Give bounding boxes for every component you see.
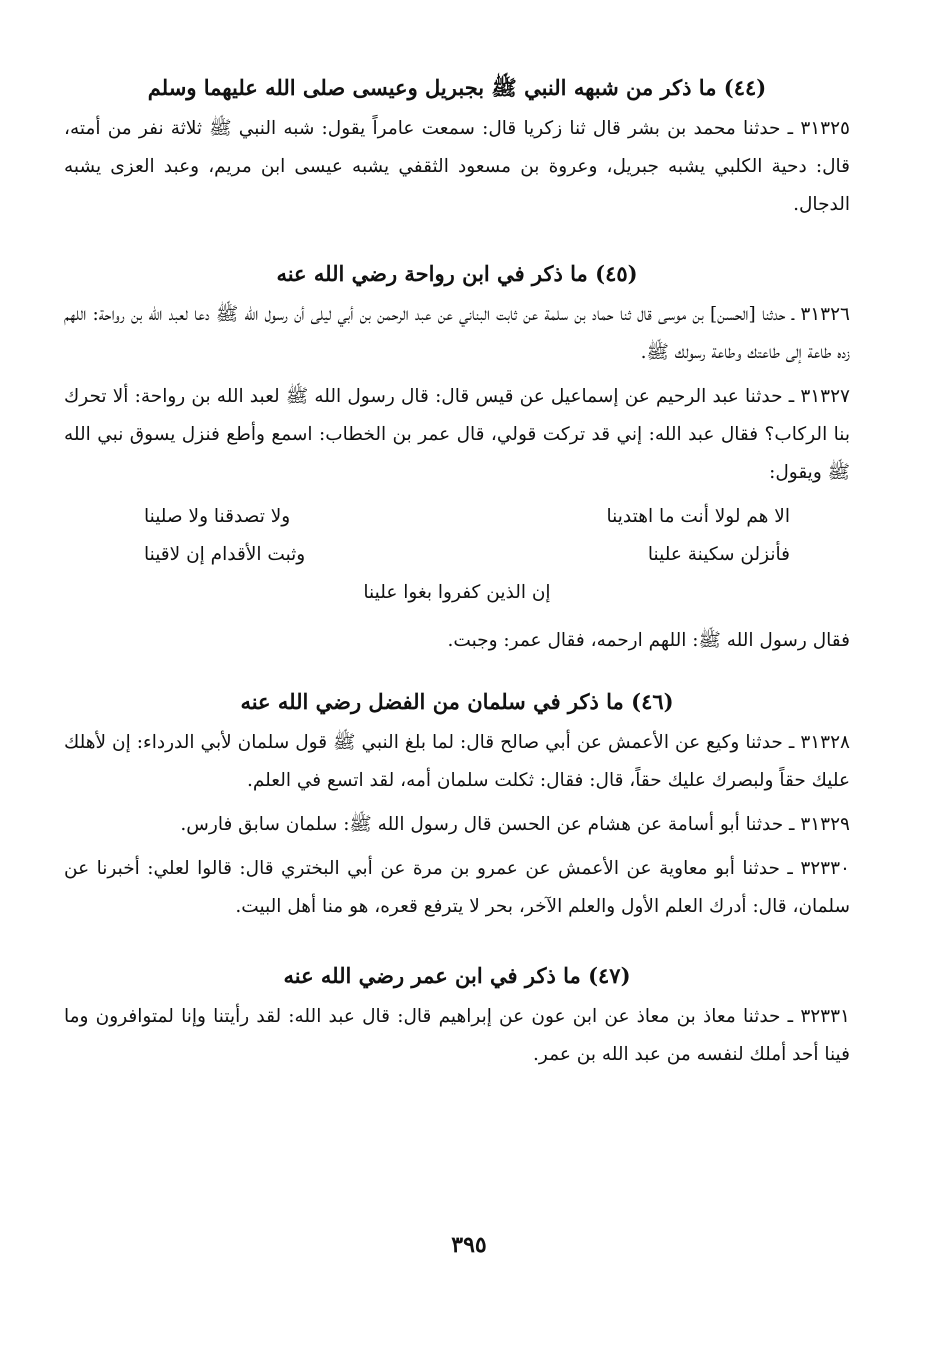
section-47 [64,958,850,1074]
verse-first-half: الا هم لولا أنت ما اهتدينا [606,506,790,527]
poem-verse [64,536,850,574]
hadith-paragraph: فقال رسول الله ﷺ: اللهم ارحمه، فقال عمر: وجبت. [447,630,850,651]
section-heading: (٤٦) ما ذكر في سلمان من الفضل رضي الله عنه [240,689,674,714]
section-heading: (٤٤) ما ذكر من شبهه النبي ﷺ بجبريل وعيسى صلى الله عليهما وسلم [147,75,767,100]
hadith-paragraph: ٣١٣٢٨ ـ حدثنا وكيع عن الأعمش عن أبي صالح قال: لما بلغ النبي ﷺ قول سلمان لأبي الدرداء: إن لأهلك عليك حقاً ولبصرك عليك حقاً، قال: فقال: ثكلت سلمان أمه، لقد اتسع في العلم. [64,732,850,791]
verse-first-half: فأنزلن سكينة علينا [647,544,790,565]
section-45 [64,256,850,660]
section-44 [64,70,850,224]
poem-verse-single: إن الذين كفروا بغوا علينا [363,582,551,603]
hadith-paragraph: ٣١٣٢٦ ـ حدثنا [الحسن] بن موسى قال ثنا حماد بن سلمة عن ثابت البناني عن عبد الرحمن بن أبي ليلى أن رسول الله ﷺ دعا لعبد الله بن رواحة: اللهم زده طاعة إلى طاعتك وطاعة رسولك ﷺ. [64,304,850,363]
page-number: ٣٩٥ [451,1232,487,1258]
verse-second-half: ولا تصدقنا ولا صلينا [144,506,291,527]
hadith-paragraph: ٣٢٣٣٠ ـ حدثنا أبو معاوية عن الأعمش عن عمرو بن مرة عن أبي البختري قال: قالوا لعلي: أخبرنا عن سلمان، قال: أدرك العلم الأول والعلم الآخر، بحر لا يترفع قعره، هو منا أهل البيت. [64,858,850,917]
section-heading: (٤٧) ما ذكر في ابن عمر رضي الله عنه [283,963,631,988]
poem-verse [64,498,850,536]
hadith-paragraph: ٣١٣٢٩ ـ حدثنا أبو أسامة عن هشام عن الحسن قال رسول الله ﷺ: سلمان سابق فارس. [180,814,850,835]
section-46 [64,684,850,926]
hadith-paragraph: ٣١٣٢٧ ـ حدثنا عبد الرحيم عن إسماعيل عن قيس قال: قال رسول الله ﷺ لعبد الله بن رواحة: ألا تحرك بنا الركاب؟ فقال عبد الله: إني قد تركت قولي، قال عمر بن الخطاب: اسمع وأطع فنزل يسوق نبي الله ﷺ ويقول: [64,386,850,483]
section-heading: (٤٥) ما ذكر في ابن رواحة رضي الله عنه [276,261,638,286]
hadith-paragraph: ٣١٣٢٥ ـ حدثنا محمد بن بشر قال ثنا زكريا قال: سمعت عامراً يقول: شبه النبي ﷺ ثلاثة نفر من أمته، قال: دحية الكلبي يشبه جبريل، وعروة بن مسعود الثقفي يشبه عيسى ابن مريم، وعبد العزى يشبه الدجال. [64,118,850,215]
verse-second-half: وثبت الأقدام إن لاقينا [144,544,306,565]
hadith-paragraph: ٣٢٣٣١ ـ حدثنا معاذ بن معاذ عن ابن عون عن إبراهيم قال: قال عبد الله: لقد رأيتنا وإنا لمتوافرون وما فينا أحد أملك لنفسه من عبد الله بن عمر. [64,1006,850,1065]
